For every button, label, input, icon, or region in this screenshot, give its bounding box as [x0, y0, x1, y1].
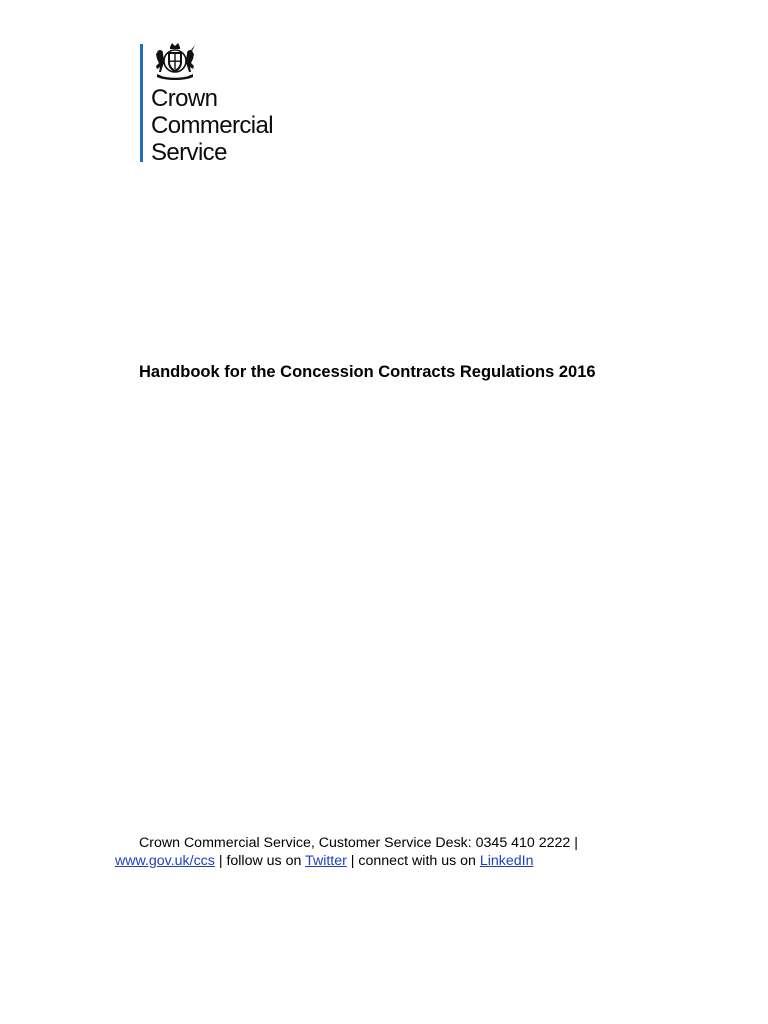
crown-commercial-service-logo	[140, 42, 310, 166]
twitter-link[interactable]: Twitter	[305, 853, 347, 869]
connect-text: | connect with us on	[346, 853, 480, 869]
logo-text-line-2: Commercial	[151, 112, 274, 139]
follow-text: | follow us on	[214, 853, 306, 869]
footer-links-line	[115, 852, 675, 870]
footer-contact	[115, 834, 675, 870]
logo-rule	[140, 44, 143, 162]
logo-text-line-1: Crown	[151, 85, 218, 112]
website-link[interactable]: www.gov.uk/ccs	[115, 853, 215, 869]
linkedin-link[interactable]: LinkedIn	[479, 853, 534, 869]
logo-text-line-3: Service	[151, 139, 227, 166]
customer-service-desk-text: Crown Commercial Service, Customer Service Desk: 0345 410 2222 |	[139, 835, 578, 851]
document-title: Handbook for the Concession Contracts Regulations 2016	[139, 363, 596, 381]
royal-coat-of-arms-icon	[151, 42, 199, 82]
